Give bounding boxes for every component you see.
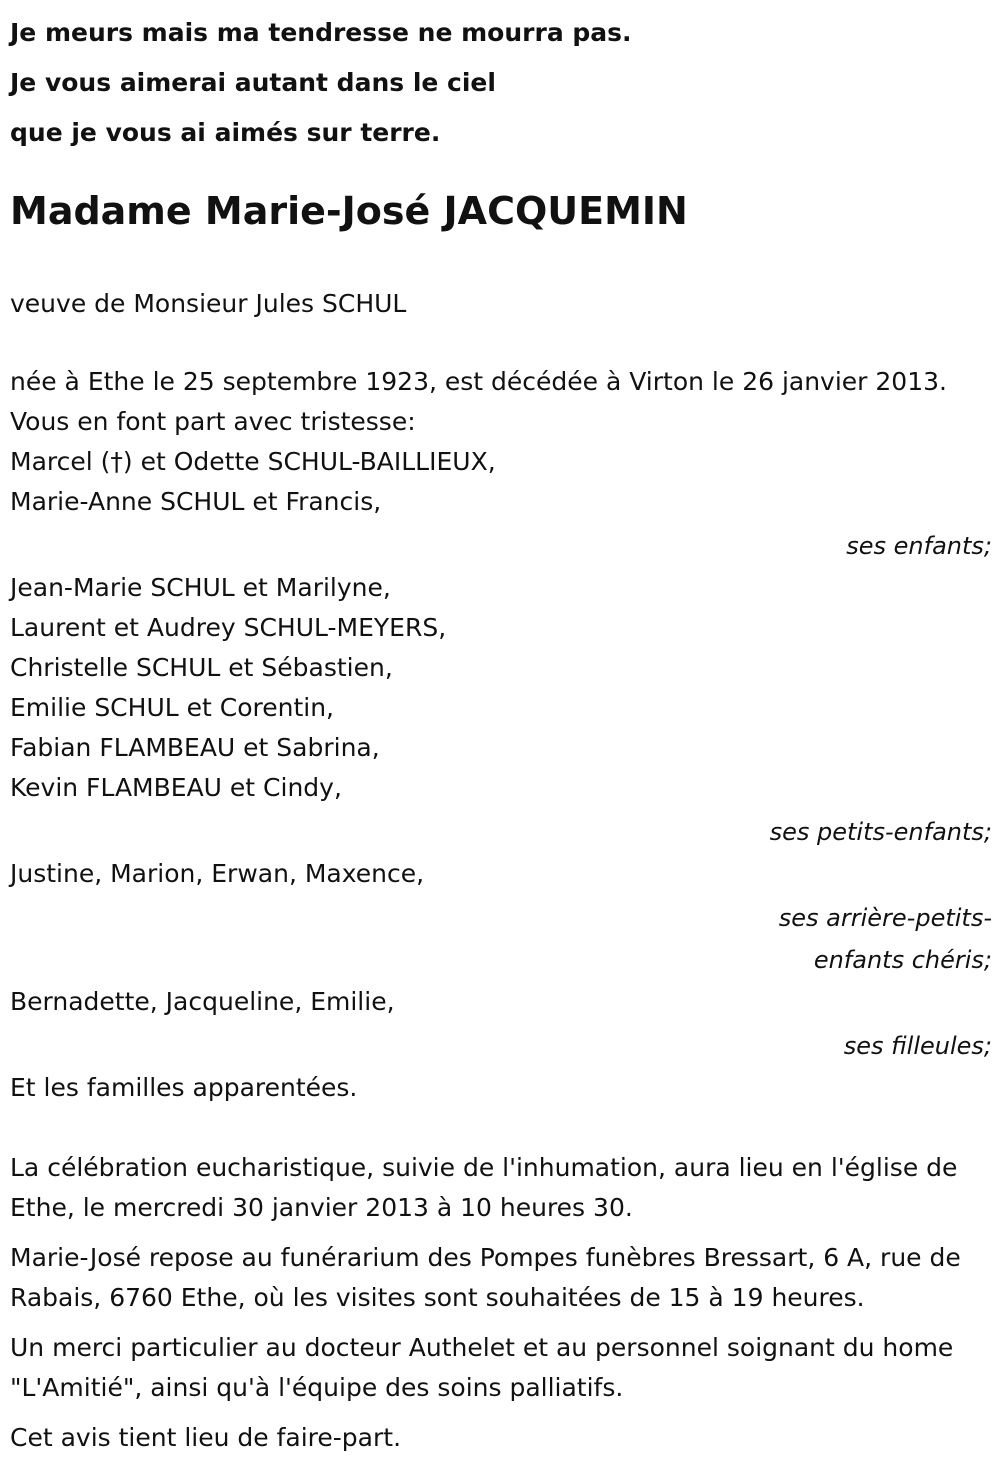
relation-label: enfants chéris; bbox=[813, 946, 992, 974]
widow-of: veuve de Monsieur Jules SCHUL bbox=[10, 289, 407, 318]
children-group bbox=[10, 402, 992, 566]
grandchildren-group bbox=[10, 568, 992, 852]
birth-death: née à Ethe le 25 septembre 1923, est décédée à Virton le 26 janvier 2013. bbox=[10, 367, 947, 396]
families-line: Et les familles apparentées. bbox=[10, 1073, 358, 1102]
epigraph-line: que je vous ai aimés sur terre. bbox=[10, 118, 441, 147]
family-line: Laurent et Audrey SCHUL-MEYERS, bbox=[10, 613, 447, 642]
family-line: Jean-Marie SCHUL et Marilyne, bbox=[10, 573, 391, 602]
family-line: Bernadette, Jacqueline, Emilie, bbox=[10, 987, 395, 1016]
epigraph-line: Je vous aimerai autant dans le ciel bbox=[10, 68, 496, 97]
deceased-name: Madame Marie-José JACQUEMIN bbox=[10, 189, 688, 233]
great-grandchildren-group bbox=[10, 854, 992, 980]
epigraph-line: Je meurs mais ma tendresse ne mourra pas. bbox=[10, 18, 632, 47]
family-line: Marie-Anne SCHUL et Francis, bbox=[10, 487, 382, 516]
goddaughters-group bbox=[10, 982, 992, 1066]
relation-label: ses petits-enfants; bbox=[769, 818, 992, 846]
family-line: Christelle SCHUL et Sébastien, bbox=[10, 653, 393, 682]
ceremony-paragraph: La célébration eucharistique, suivie de l'inhumation, aura lieu en l'église de Ethe, le mercredi 30 janvier 2013 à 10 heures 30. bbox=[10, 1153, 958, 1222]
family-line: Fabian FLAMBEAU et Sabrina, bbox=[10, 733, 380, 762]
closing-paragraph: Cet avis tient lieu de faire-part. bbox=[10, 1423, 402, 1452]
family-line: Emilie SCHUL et Corentin, bbox=[10, 693, 334, 722]
epigraph bbox=[10, 0, 992, 158]
relation-label: ses filleules; bbox=[843, 1032, 992, 1060]
thanks-paragraph: Un merci particulier au docteur Authelet et au personnel soignant du home "L'Amitié", ainsi qu'à l'équipe des soins palliatifs. bbox=[10, 1333, 954, 1402]
announcement-intro: Vous en font part avec tristesse: bbox=[10, 407, 416, 436]
relation-label: ses arrière-petits- bbox=[778, 904, 992, 932]
family-line: Marcel (†) et Odette SCHUL-BAILLIEUX, bbox=[10, 447, 496, 476]
funeral-home-paragraph: Marie-José repose au funérarium des Pompes funèbres Bressart, 6 A, rue de Rabais, 6760 Ethe, où les visites sont souhaitées de 15 à 19 heures. bbox=[10, 1243, 961, 1312]
family-line: Justine, Marion, Erwan, Maxence, bbox=[10, 859, 425, 888]
relation-label: ses enfants; bbox=[846, 532, 992, 560]
family-line: Kevin FLAMBEAU et Cindy, bbox=[10, 773, 342, 802]
obituary-notice bbox=[10, 0, 992, 1458]
